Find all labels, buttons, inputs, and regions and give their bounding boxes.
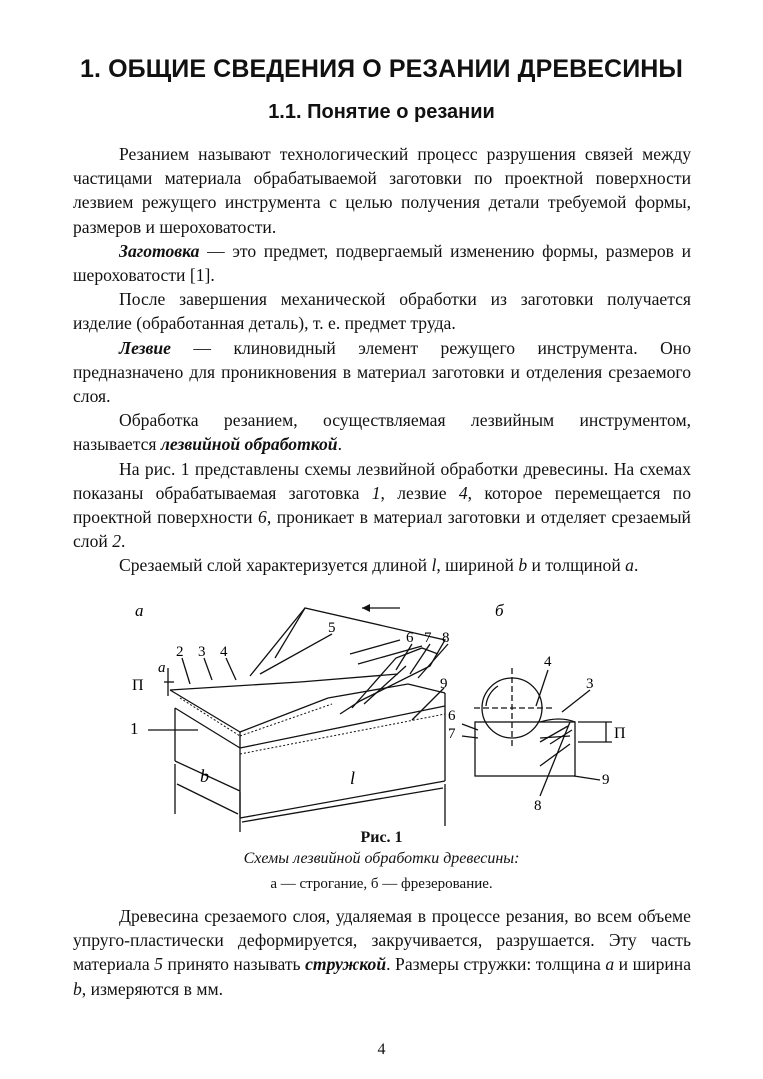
- svg-text:7: 7: [424, 630, 432, 646]
- paragraph-4: Лезвие — клиновидный элемент режущего инструмента. Оно предназначено для проникновения в материал заготовки и отделения срезаемого слоя.: [73, 337, 691, 407]
- paragraph-3: После завершения механической обработки из заготовки получается изделие (обработанная деталь), т. е. предмет труда.: [73, 289, 691, 334]
- paragraph-6: На рис. 1 представлены схемы лезвийной обработки древесины. На схемах показаны обрабатываемая заготовка 1, лезвие 4, которое перемещается по проектной поверхности 6, проникает в материал заготовки и отделяет срезаемый слой 2.: [73, 458, 691, 552]
- svg-text:П: П: [614, 725, 626, 742]
- svg-text:1: 1: [130, 719, 139, 738]
- figure-part-a-label: а: [135, 601, 144, 620]
- figure-part-b-label: б: [495, 601, 504, 620]
- svg-text:6: 6: [448, 708, 456, 724]
- chapter-title: 1. ОБЩИЕ СВЕДЕНИЯ О РЕЗАНИИ ДРЕВЕСИНЫ: [79, 55, 684, 83]
- body-text-top: [73, 142, 691, 578]
- svg-text:8: 8: [442, 630, 450, 646]
- svg-text:8: 8: [534, 798, 542, 814]
- section-title: 1.1. Понятие о резании: [268, 101, 495, 123]
- svg-text:4: 4: [544, 654, 552, 670]
- svg-text:9: 9: [440, 676, 448, 692]
- term-blade: Лезвие: [119, 337, 171, 358]
- term-chip: стружкой: [305, 954, 387, 975]
- svg-text:4: 4: [220, 644, 228, 660]
- svg-text:3: 3: [586, 676, 594, 692]
- figure-caption-title: Рис. 1: [360, 829, 403, 846]
- paragraph-1: Резанием называют технологический процесс разрушения связей между частицами материала обрабатываемой заготовки по проектной поверхности лезвием режущего инструмента с целью получения детали требуемой формы, размеров и шероховатости.: [73, 144, 691, 237]
- term-workpiece: Заготовка: [119, 240, 200, 261]
- svg-text:5: 5: [328, 620, 336, 636]
- term-blade-processing: лезвийной обработкой: [160, 434, 338, 455]
- svg-text:b: b: [200, 766, 209, 786]
- body-text-bottom: [73, 904, 691, 1001]
- svg-text:3: 3: [198, 644, 206, 660]
- svg-text:6: 6: [406, 630, 414, 646]
- paragraph-8: Древесина срезаемого слоя, удаляемая в процессе резания, во всем объеме упруго-пластически деформируется, закручивается, разрушается. Эту часть материала 5 принято называть стружкой. Размеры стружки: толщина a и ширина b, измеряются в мм.: [73, 906, 691, 999]
- svg-text:П: П: [132, 677, 144, 694]
- svg-text:a: a: [158, 660, 166, 676]
- svg-text:9: 9: [602, 772, 610, 788]
- page-number: 4: [377, 1041, 386, 1058]
- figure-caption-subtitle: Схемы лезвийной обработки древесины:: [243, 850, 520, 867]
- svg-text:7: 7: [448, 726, 456, 742]
- paragraph-2: Заготовка — это предмет, подвергаемый изменению формы, размеров и шероховатости [1].: [73, 240, 691, 286]
- figure-1-diagram: [100, 596, 660, 836]
- figure-caption-legend: а — строгание, б — фрезерование.: [270, 876, 493, 892]
- paragraph-5: Обработка резанием, осуществляемая лезвийным инструментом, называется лезвийной обработкой.: [73, 410, 691, 455]
- svg-text:l: l: [350, 768, 356, 788]
- svg-text:2: 2: [176, 644, 184, 660]
- paragraph-7: Срезаемый слой характеризуется длиной l, шириной b и толщиной a.: [119, 555, 639, 576]
